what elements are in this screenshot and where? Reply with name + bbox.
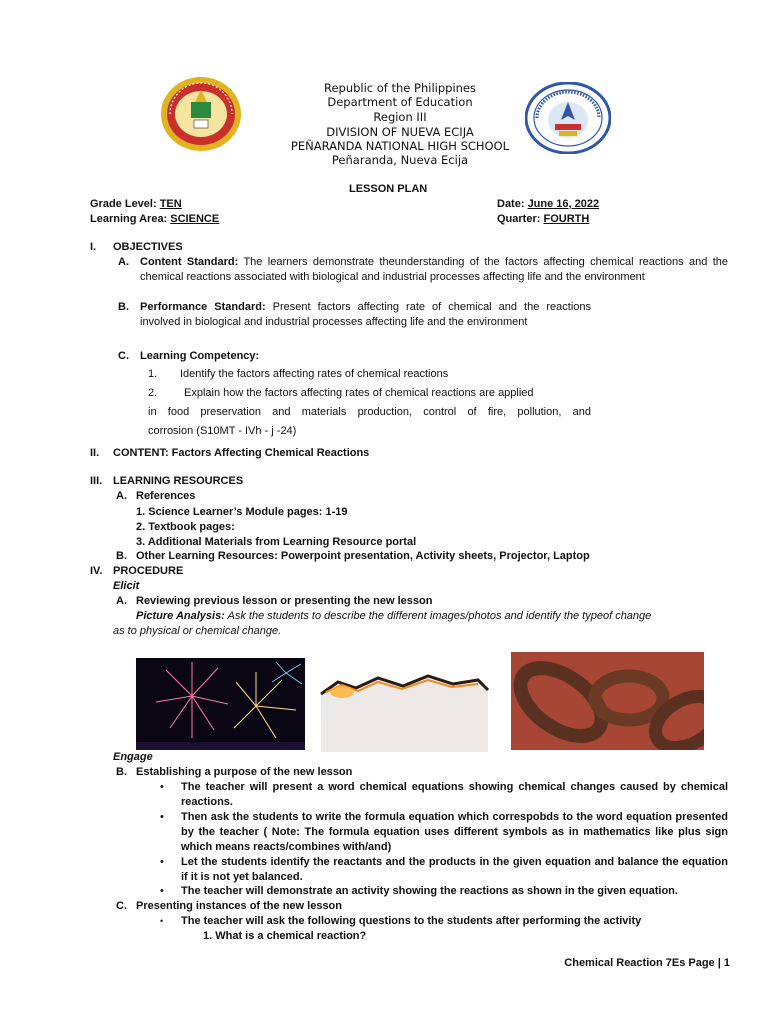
resources-title: LEARNING RESOURCES (113, 475, 244, 487)
lesson-date (497, 197, 599, 212)
content-standard-label: Content Standard: (140, 256, 239, 268)
grade-value: TEN (159, 198, 182, 210)
header-school: PEÑARANDA NATIONAL HIGH SCHOOL (290, 139, 510, 153)
references-letter: A. (116, 490, 127, 502)
bullet-dot: • (160, 885, 164, 897)
other-resources-letter: B. (116, 550, 127, 562)
date-value: June 16, 2022 (527, 198, 600, 210)
content-standard (140, 255, 728, 285)
reference-2: 2. Textbook pages: (136, 521, 235, 533)
picture-analysis-text: Ask the students to describe the different images/photos and identify the typeof change (224, 610, 652, 622)
objectives-title: OBJECTIVES (113, 241, 183, 253)
elicit-label: Elicit (113, 580, 140, 592)
performance-standard-label: Performance Standard: (140, 301, 266, 313)
rusty-chain-photo (511, 652, 704, 750)
purpose-letter: B. (116, 766, 127, 778)
burning-paper-photo (318, 672, 493, 752)
quarter (497, 212, 589, 227)
school-seal-logo (160, 76, 242, 152)
content-num: II. (90, 447, 100, 459)
question-1: 1. What is a chemical reaction? (203, 930, 367, 942)
competency-2-cont1: in food preservation and materials production, control of fire, pollution, and (148, 406, 591, 418)
learning-area (90, 212, 219, 227)
bullet-dot: • (160, 916, 164, 926)
competency-1-num: 1. (148, 368, 158, 380)
resources-num: III. (90, 475, 103, 487)
quarter-label: Quarter: (497, 213, 544, 225)
reference-1: 1. Science Learner’s Module pages: 1-19 (136, 506, 348, 518)
quarter-value: FOURTH (543, 213, 590, 225)
doc-title: LESSON PLAN (349, 183, 428, 195)
bullet-dot: • (160, 811, 164, 823)
other-resources: Other Learning Resources: Powerpoint presentation, Activity sheets, Projector, Laptop (136, 550, 590, 562)
grade-label: Grade Level: (90, 198, 160, 210)
bullet-dot: • (160, 856, 164, 868)
engage-label: Engage (113, 751, 153, 763)
picture-analysis-label: Picture Analysis: (136, 610, 225, 622)
page-footer: Chemical Reaction 7Es Page | 1 (564, 957, 730, 969)
procedure-num: IV. (90, 565, 103, 577)
references-label: References (136, 490, 196, 502)
performance-standard (140, 300, 591, 330)
performance-standard-letter: B. (118, 301, 129, 313)
picture-analysis (136, 609, 651, 624)
area-label: Learning Area: (90, 213, 171, 225)
purpose-bullet-4: The teacher will demonstrate an activity showing the reactions as shown in the given equation. (181, 885, 678, 897)
content-standard-text: The learners demonstrate theunderstanding of the factors affecting chemical reactions and the chemical reactions associated with biological and industrial processes affecting life and the environment (140, 256, 728, 283)
purpose-bullet-1: The teacher will present a word chemical equations showing chemical changes caused by chemical reactions. (181, 781, 728, 808)
picture-analysis-cont: as to physical or chemical change. (113, 625, 282, 637)
competency-2-cont2: corrosion (S10MT - IVh - j -24) (148, 425, 297, 437)
header-location: Peñaranda, Nueva Ecija (331, 153, 469, 167)
instances-title: Presenting instances of the new lesson (136, 900, 342, 912)
objectives-num: I. (90, 241, 97, 253)
purpose-bullet-2: Then ask the students to write the formula equation which correspobds to the word equation presented by the teacher ( Note: The formula equation uses different symbols as in mathematics like plus sign which means reacts/combines with/and) (181, 811, 728, 853)
instances-bullet: The teacher will ask the following questions to the students after performing the activity (181, 915, 642, 927)
competency-label: Learning Competency: (140, 350, 260, 362)
competency-letter: C. (118, 350, 129, 362)
purpose-title: Establishing a purpose of the new lesson (136, 766, 353, 778)
header-republic: Republic of the Philippines (323, 81, 477, 95)
header-region: Region III (373, 110, 427, 124)
header-division: DIVISION OF NUEVA ECIJA (326, 125, 474, 139)
competency-2-num: 2. (148, 387, 158, 399)
area-value: SCIENCE (170, 213, 220, 225)
review-letter: A. (116, 595, 127, 607)
bullet-dot: • (160, 781, 164, 793)
review-title: Reviewing previous lesson or presenting the new lesson (136, 595, 433, 607)
instances-letter: C. (116, 900, 127, 912)
performance-standard-text: Present factors affecting rate of chemical and the reactions involved in biological and industrial processes affecting life and the environment (140, 301, 591, 328)
procedure-title: PROCEDURE (113, 565, 184, 577)
fireworks-photo (136, 658, 305, 750)
competency-2-text: Explain how the factors affecting rates of chemical reactions are applied (184, 387, 534, 399)
content-standard-letter: A. (118, 256, 129, 268)
header-department: Department of Education (327, 95, 473, 109)
content-title: CONTENT: Factors Affecting Chemical Reactions (113, 447, 370, 459)
competency-1-text: Identify the factors affecting rates of chemical reactions (180, 368, 449, 380)
grade-level (90, 197, 182, 212)
date-label: Date: (497, 198, 528, 210)
reference-3: 3. Additional Materials from Learning Resource portal (136, 536, 417, 548)
purpose-bullet-3: Let the students identify the reactants and the products in the given equation and balance the equation if it is not yet balanced. (181, 856, 728, 883)
